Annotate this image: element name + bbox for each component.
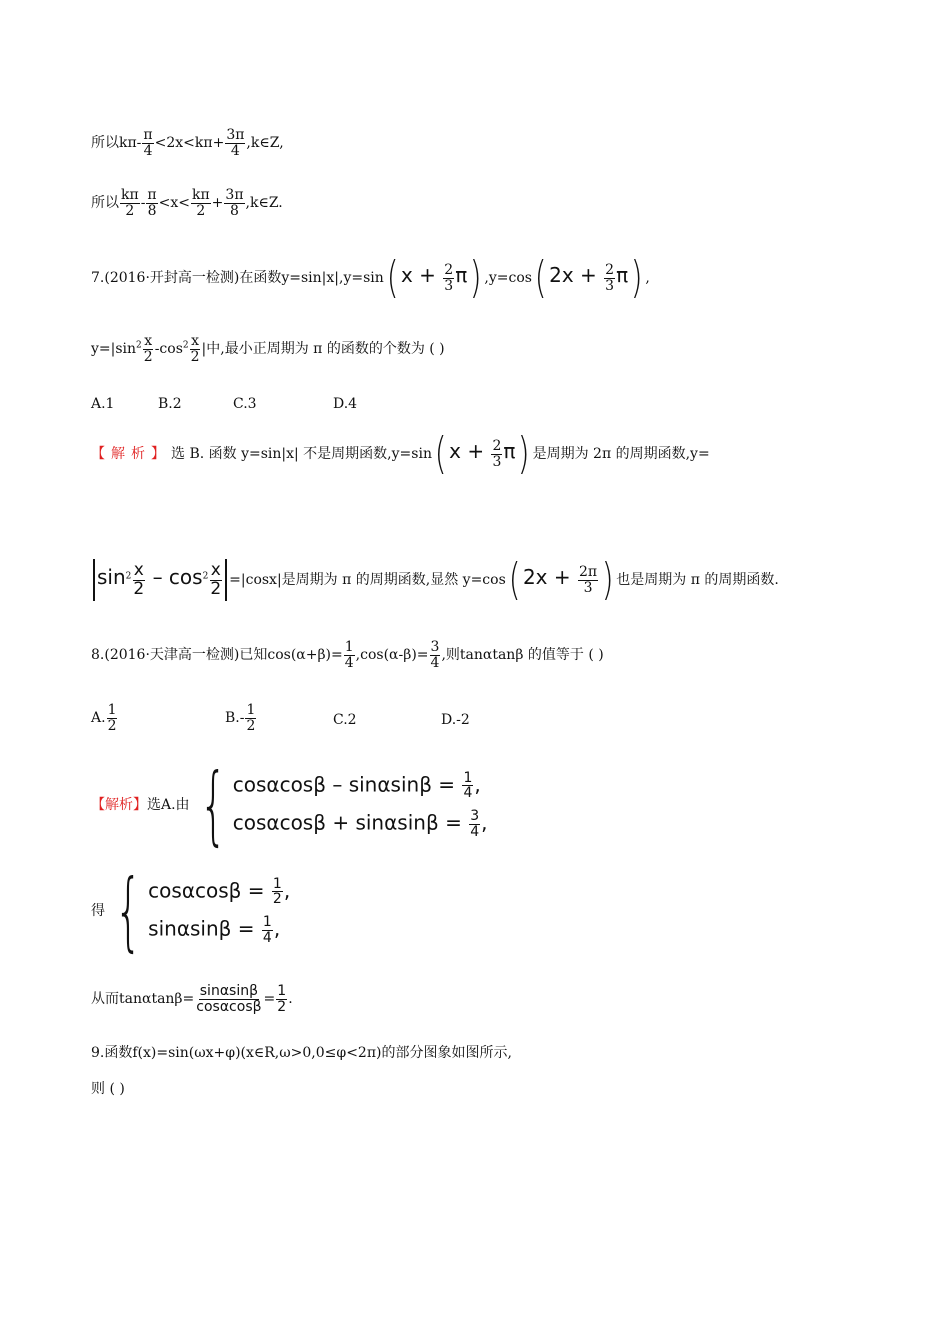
answer-8-conclusion: 从而tanαtanβ= $\frac{\sin\alpha\sin\beta}{\cos\alpha\cos\beta}$ = $\frac{1}{2}$ . (91, 983, 293, 1015)
option-d: D.4 (333, 396, 358, 412)
question-9: 9.函数f(x)=sin(ωx+φ)(x∈R,ω>0,0≤φ<2π)的部分图象如图所示, (91, 1045, 512, 1061)
option-b: B.2 (158, 396, 182, 412)
result-row-2: sinαsinβ = $\frac{1}{4}$ , (148, 914, 281, 946)
option-d: D.-2 (441, 712, 470, 728)
question-7-line-2: $y=|\sin^2$ $\frac{x}{2}$ $-\cos^2$ $\frac{x}{2}$ |中,最小正周期为 π 的函数的个数为 ( ) (91, 333, 445, 365)
answer-7-line-2: $\sin^2$ $\frac{x}{2}$ – $\cos^2$ $\frac{x}{2}$ =|cosx|是周期为 π 的周期函数,显然 y=cos( 2x + $\frac{2\pi}{3}$ ) 也是周期为 π 的周期函数. (91, 558, 779, 602)
answer-8: 【解析】选A.由 { cosαcosβ – sinαsinβ = $\frac{1}{4}$ , cosαcosβ + sinαsinβ = $\frac{3}{4}$ , (91, 755, 488, 855)
line-2: 所以 $\frac{k\pi}{2}$ - $\frac{\pi}{8}$ <x< $\frac{k\pi}{2}$ + $\frac{3\pi}{8}$ ,k∈Z. (91, 187, 283, 219)
option-b: B.- $\frac{1}{2}$ (225, 702, 256, 734)
option-c: C.2 (333, 712, 357, 728)
result-row-1: cosαcosβ = $\frac{1}{2}$ , (148, 875, 291, 908)
analysis-tag: 【解析】 (91, 797, 147, 813)
option-a: A. $\frac{1}{2}$ (91, 702, 117, 734)
question-8: 8.(2016·天津高一检测)已知cos(α+β)= $\frac{1}{4}$ ,cos(α-β)= $\frac{3}{4}$ ,则tanαtanβ 的值等于 ( ) (91, 639, 604, 671)
analysis-tag: 【解析】 (91, 446, 171, 462)
question-9-line-2: 则 ( ) (91, 1081, 125, 1097)
question-8-options (91, 703, 591, 743)
question-7: 7.(2016·开封高一检测)在函数y=sin|x|,y=sin( x + $\frac{2}{3}$ π) ,y=cos( 2x + $\frac{2}{3}$ π) , (91, 252, 650, 303)
equation-row-2: cosαcosβ + sinαsinβ = $\frac{3}{4}$ , (232, 808, 488, 840)
option-c: C.3 (233, 396, 257, 412)
equation-row-1: cosαcosβ – sinαsinβ = $\frac{1}{4}$ , (232, 769, 481, 802)
option-a: A.1 (91, 396, 115, 412)
answer-7: 【解析】选 B. 函数 y=sin|x| 不是周期函数,y=sin( x + $\frac{2}{3}$ π) 是周期为 2π 的周期函数,y= (91, 428, 710, 479)
answer-8-result: 得 { cosαcosβ = $\frac{1}{2}$ , sinαsinβ = $\frac{1}{4}$ , (91, 861, 291, 961)
line-1: 所以kπ- $\frac{\pi}{4}$ <2x<kπ+ $\frac{3\pi}{4}$ ,k∈Z, (91, 127, 284, 159)
